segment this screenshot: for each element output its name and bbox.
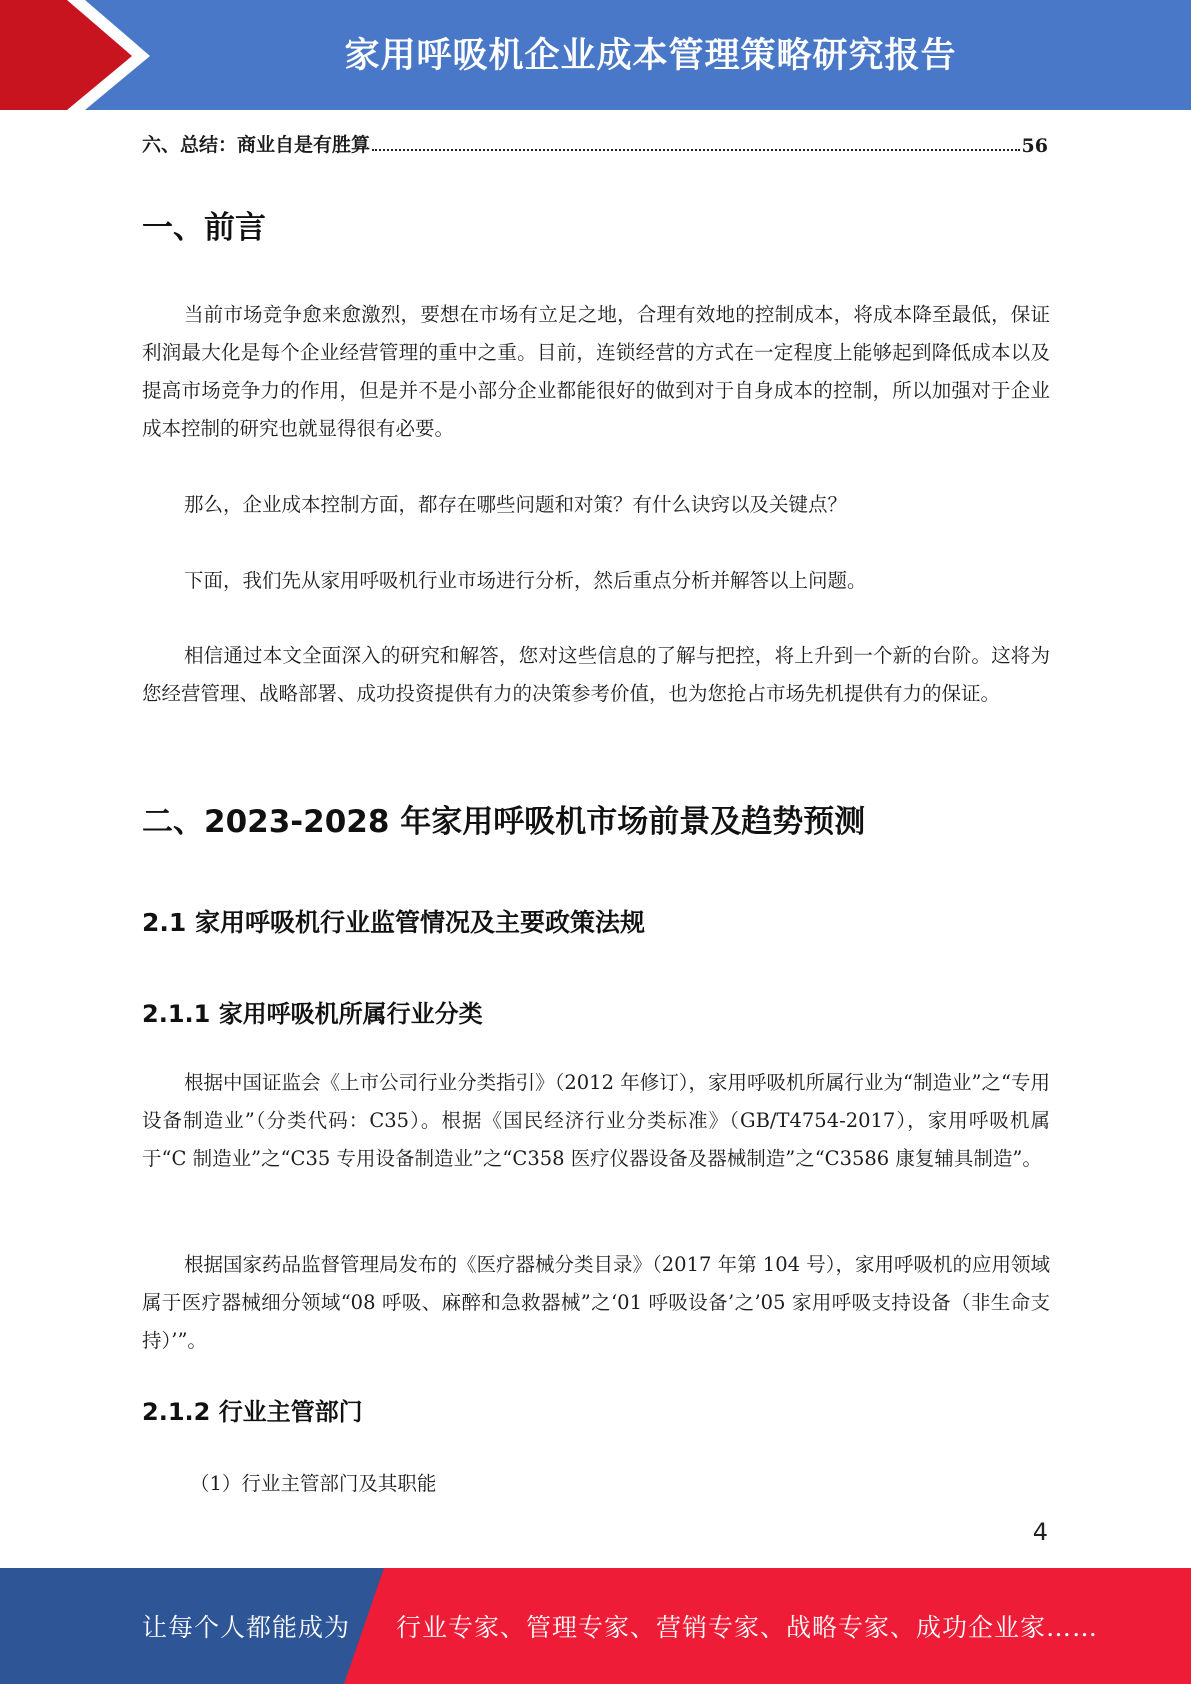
list-item: （1）行业主管部门及其职能 bbox=[190, 1472, 437, 1495]
page-number: 4 bbox=[1032, 1518, 1048, 1546]
paragraph: 相信通过本文全面深入的研究和解答，您对这些信息的了解与把控，将上升到一个新的台阶。这将为您经营管理、战略部署、成功投资提供有力的决策参考价值，也为您抢占市场先机提供有力的保证。 bbox=[142, 644, 1050, 705]
report-title: 家用呼吸机企业成本管理策略研究报告 bbox=[344, 36, 957, 76]
section-heading-preface: 一、前言 bbox=[142, 210, 266, 246]
paragraph: 当前市场竞争愈来愈激烈，要想在市场有立足之地，合理有效地的控制成本，将成本降至最低，保证利润最大化是每个企业经营管理的重中之重。目前，连锁经营的方式在一定程度上能够起到降低成本以及提高市场竞争力的作用，但是并不是小部分企业都能很好的做到对于自身成本的控制，所以加强对于企业成本控制的研究也就显得很有必要。 bbox=[142, 303, 1050, 440]
subsection-heading: 2.1 家用呼吸机行业监管情况及主要政策法规 bbox=[142, 908, 645, 937]
section-heading-market-forecast: 二、2023-2028 年家用呼吸机市场前景及趋势预测 bbox=[142, 804, 866, 840]
paragraph: 根据国家药品监督管理局发布的《医疗器械分类目录》（2017 年第 104 号），家用呼吸机的应用领域属于医疗器械细分领域“08 呼吸、麻醉和急救器械”之‘01 呼吸设备’之’05 家用呼吸支持设备（非生命支持）’”。 bbox=[142, 1253, 1050, 1352]
subsubsection-heading: 2.1.1 家用呼吸机所属行业分类 bbox=[142, 1000, 483, 1028]
footer-slogan-left: 让每个人都能成为 bbox=[142, 1613, 351, 1642]
paragraph: 根据中国证监会《上市公司行业分类指引》（2012 年修订），家用呼吸机所属行业为“制造业”之“专用设备制造业”（分类代码：C35）。根据《国民经济行业分类标准》（GB/T4754-2017），家用呼吸机属于“C 制造业”之“C35 专用设备制造业”之“C358 医疗仪器设备及器械制造”之“C3586 康复辅具制造”。 bbox=[142, 1071, 1050, 1170]
toc-entry[interactable] bbox=[142, 130, 1048, 157]
header-banner bbox=[0, 0, 1191, 110]
toc-entry-page: 56 bbox=[1021, 135, 1048, 157]
footer-slogan-right: 行业专家、管理专家、营销专家、战略专家、成功企业家…… bbox=[396, 1613, 1099, 1642]
paragraph: 那么，企业成本控制方面，都存在哪些问题和对策？有什么诀窍以及关键点？ bbox=[184, 493, 848, 516]
paragraph: 下面，我们先从家用呼吸机行业市场进行分析，然后重点分析并解答以上问题。 bbox=[184, 569, 867, 592]
toc-entry-label: 六、总结：商业自是有胜算 bbox=[142, 134, 371, 156]
toc-dot-leader bbox=[372, 149, 1020, 151]
footer-banner bbox=[0, 1568, 1191, 1684]
subsubsection-heading: 2.1.2 行业主管部门 bbox=[142, 1398, 363, 1426]
